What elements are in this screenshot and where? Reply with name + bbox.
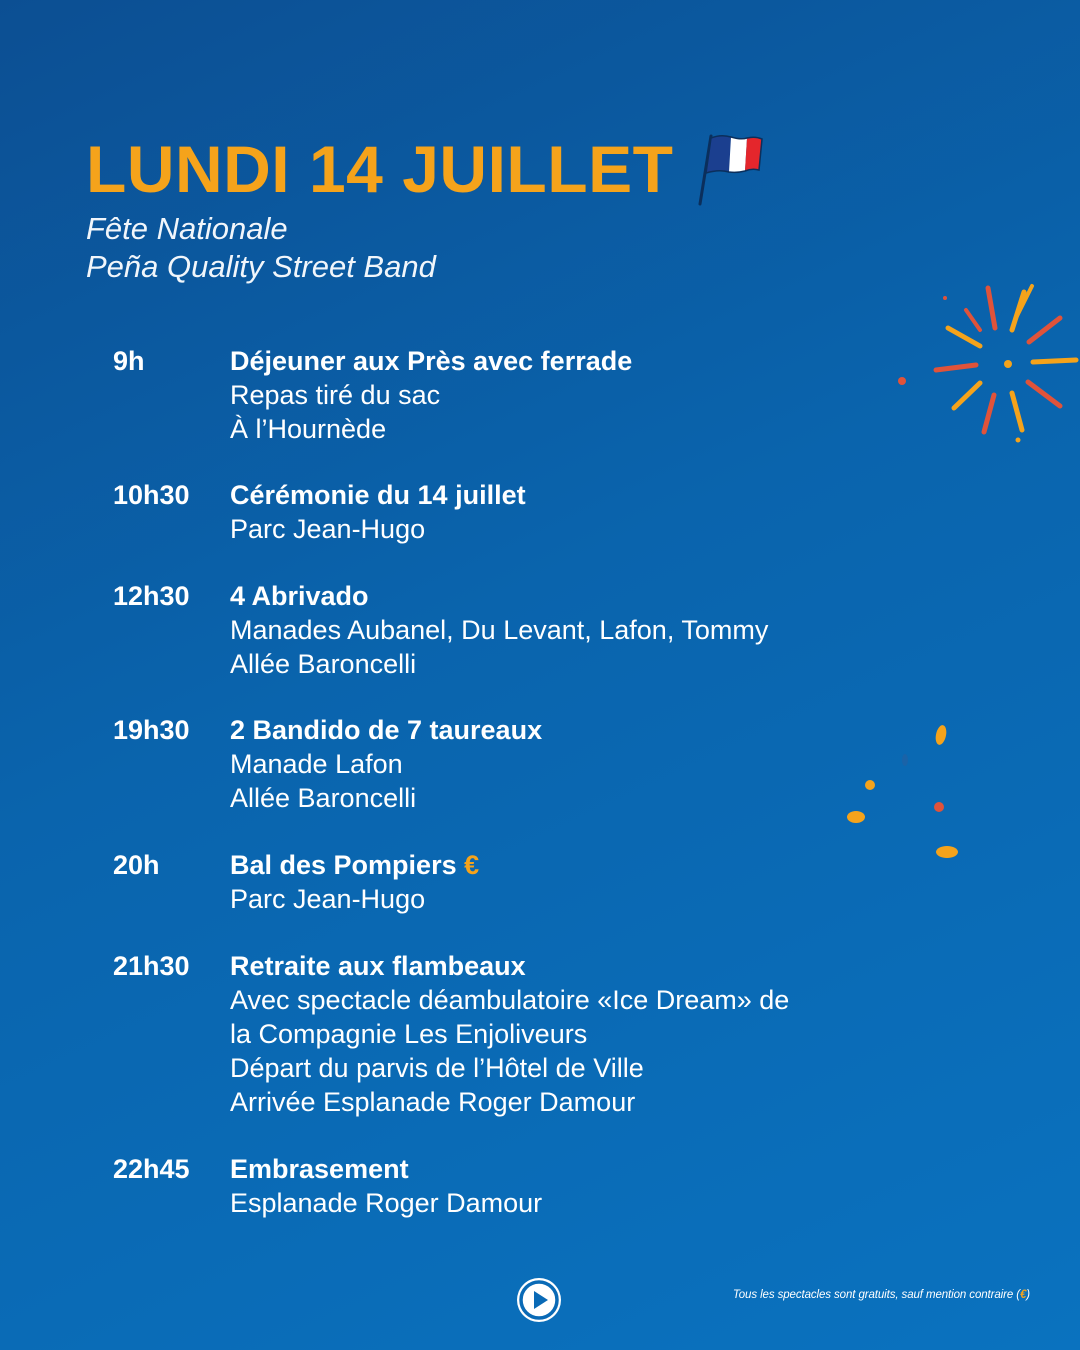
play-button[interactable]	[517, 1278, 561, 1322]
event-title-row	[230, 848, 479, 882]
event-details	[230, 848, 479, 916]
play-icon	[517, 1278, 561, 1322]
schedule-row	[113, 344, 913, 446]
event-title-row	[230, 344, 632, 378]
event-title-row	[230, 713, 542, 747]
event-time: 20h	[113, 850, 160, 880]
schedule-row	[113, 949, 913, 1119]
event-details	[230, 1152, 542, 1220]
event-detail-line: Parc Jean-Hugo	[230, 884, 426, 914]
schedule-list	[113, 344, 913, 1220]
event-title-row	[230, 949, 789, 983]
event-title-row	[230, 478, 526, 512]
subtitle-band: Peña Quality Street Band	[86, 249, 436, 284]
footnote-euro-icon: €	[1019, 1289, 1027, 1301]
event-detail-line: Esplanade Roger Damour	[230, 1188, 543, 1218]
french-flag-icon	[695, 130, 765, 206]
event-time: 21h30	[113, 951, 190, 981]
event-detail-line: Allée Baroncelli	[230, 649, 417, 679]
event-details	[230, 713, 542, 815]
page-title: LUNDI 14 JUILLET	[86, 132, 674, 206]
schedule-row	[113, 478, 913, 546]
event-time: 12h30	[113, 581, 190, 611]
event-title: Bal des Pompiers	[230, 850, 457, 880]
event-detail-line: À l’Hournède	[230, 414, 387, 444]
event-time: 9h	[113, 346, 145, 376]
event-title: Retraite aux flambeaux	[230, 951, 526, 981]
event-detail-line: Départ du parvis de l’Hôtel de Ville	[230, 1053, 644, 1083]
event-details	[230, 579, 768, 681]
schedule-row	[113, 1152, 913, 1220]
schedule-row	[113, 713, 913, 815]
event-title-row	[230, 1152, 542, 1186]
event-details	[230, 344, 632, 446]
event-details	[230, 949, 789, 1119]
event-detail-line: Avec spectacle déambulatoire «Ice Dream» de	[230, 985, 790, 1015]
event-title: 2 Bandido de 7 taureaux	[230, 715, 543, 745]
footnote	[733, 1289, 1030, 1301]
schedule-row	[113, 579, 913, 681]
event-time: 10h30	[113, 480, 190, 510]
event-title-row	[230, 579, 768, 613]
subtitle-event: Fête Nationale	[86, 211, 288, 246]
schedule-row	[113, 848, 913, 916]
event-title: Déjeuner aux Près avec ferrade	[230, 346, 633, 376]
title-row	[86, 128, 765, 210]
footnote-text: Tous les spectacles sont gratuits, sauf mention contraire (	[732, 1289, 1020, 1301]
event-detail-line: Manades Aubanel, Du Levant, Lafon, Tommy	[230, 615, 769, 645]
event-title: Embrasement	[230, 1154, 409, 1184]
event-details	[230, 478, 526, 546]
event-detail-line: Arrivée Esplanade Roger Damour	[230, 1087, 636, 1117]
fireworks-decoration	[890, 280, 1080, 455]
event-time: 19h30	[113, 715, 190, 745]
paid-euro-icon: €	[464, 850, 480, 880]
event-detail-line: Parc Jean-Hugo	[230, 514, 426, 544]
footnote-close: )	[1026, 1289, 1030, 1301]
event-detail-line: Allée Baroncelli	[230, 783, 417, 813]
header	[86, 128, 765, 286]
event-time: 22h45	[113, 1154, 190, 1184]
event-detail-line: Manade Lafon	[230, 749, 403, 779]
event-detail-line: Repas tiré du sac	[230, 380, 441, 410]
event-title: Cérémonie du 14 juillet	[230, 480, 526, 510]
event-detail-line: la Compagnie Les Enjoliveurs	[230, 1019, 588, 1049]
event-title: 4 Abrivado	[230, 581, 369, 611]
